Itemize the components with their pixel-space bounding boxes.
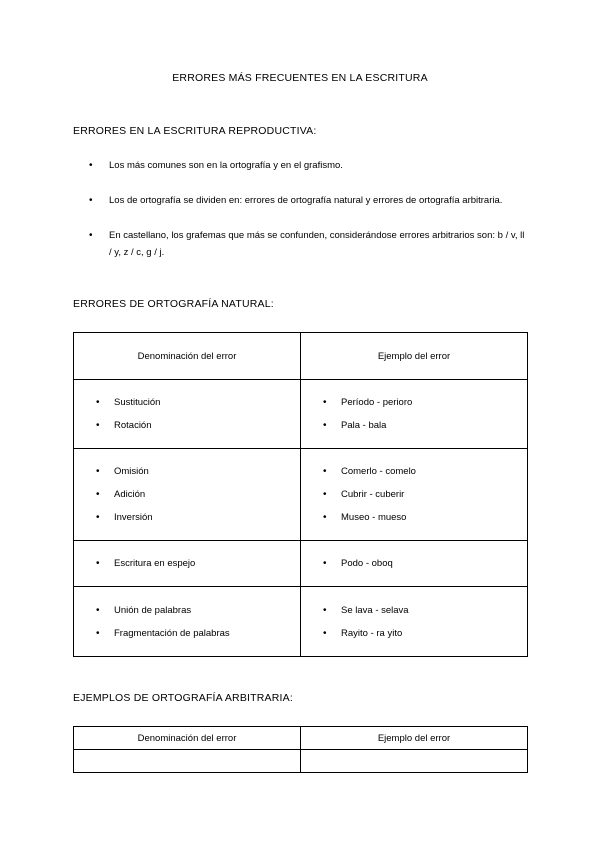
table-cell — [74, 750, 301, 773]
list-item: • Fragmentación de palabras — [74, 622, 300, 645]
list-item: • Comerlo - comelo — [301, 460, 527, 483]
table-cell — [74, 449, 301, 541]
list-item: • Período - perioro — [301, 391, 527, 414]
table-cell — [301, 380, 528, 449]
table-cell — [301, 449, 528, 541]
table-cell — [74, 380, 301, 449]
document-title: ERRORES MÁS FRECUENTES EN LA ESCRITURA — [172, 72, 428, 84]
column-header-denominacion: Denominación del error — [74, 727, 301, 750]
table-header-row — [74, 727, 528, 750]
column-header-denominacion: Denominación del error — [74, 333, 301, 380]
list-item: • Rayito - ra yito — [301, 622, 527, 645]
table-row — [74, 587, 528, 657]
table-cell — [74, 541, 301, 587]
list-item: • Los de ortografía se dividen en: errores de ortografía natural y errores de ortografía arbitraria. — [73, 192, 528, 209]
section-heading-arbitraria: EJEMPLOS DE ORTOGRAFÍA ARBITRARIA: — [73, 692, 293, 704]
list-item: • Cubrir - cuberir — [301, 483, 527, 506]
table-row — [74, 541, 528, 587]
table-cell — [301, 587, 528, 657]
table-header-row — [74, 333, 528, 380]
table-row — [74, 750, 528, 773]
table-cell — [301, 750, 528, 773]
list-item: • Los más comunes son en la ortografía y en el grafismo. — [73, 157, 528, 174]
list-item: • Rotación — [74, 414, 300, 437]
list-item: • Escritura en espejo — [74, 552, 300, 575]
table-row — [74, 380, 528, 449]
table-row — [74, 449, 528, 541]
section-heading-natural: ERRORES DE ORTOGRAFÍA NATURAL: — [73, 298, 274, 310]
list-item: • Inversión — [74, 506, 300, 529]
list-item: • Se lava - selava — [301, 599, 527, 622]
natural-errors-table — [73, 332, 528, 657]
section-heading-reproductiva: ERRORES EN LA ESCRITURA REPRODUCTIVA: — [73, 125, 317, 137]
list-item: • Adición — [74, 483, 300, 506]
list-item: • Unión de palabras — [74, 599, 300, 622]
table-cell — [74, 587, 301, 657]
reproductiva-bullet-list — [73, 157, 528, 279]
list-item: • En castellano, los grafemas que más se confunden, considerándose errores arbitrarios son: b / v, ll / y, z / c, g / j. — [73, 227, 528, 261]
list-item: • Sustitución — [74, 391, 300, 414]
column-header-ejemplo: Ejemplo del error — [301, 333, 528, 380]
list-item: • Podo - oboq — [301, 552, 527, 575]
list-item: • Omisión — [74, 460, 300, 483]
table-cell — [301, 541, 528, 587]
list-item: • Museo - mueso — [301, 506, 527, 529]
column-header-ejemplo: Ejemplo del error — [301, 727, 528, 750]
list-item: • Pala - bala — [301, 414, 527, 437]
arbitrary-errors-table — [73, 726, 528, 773]
